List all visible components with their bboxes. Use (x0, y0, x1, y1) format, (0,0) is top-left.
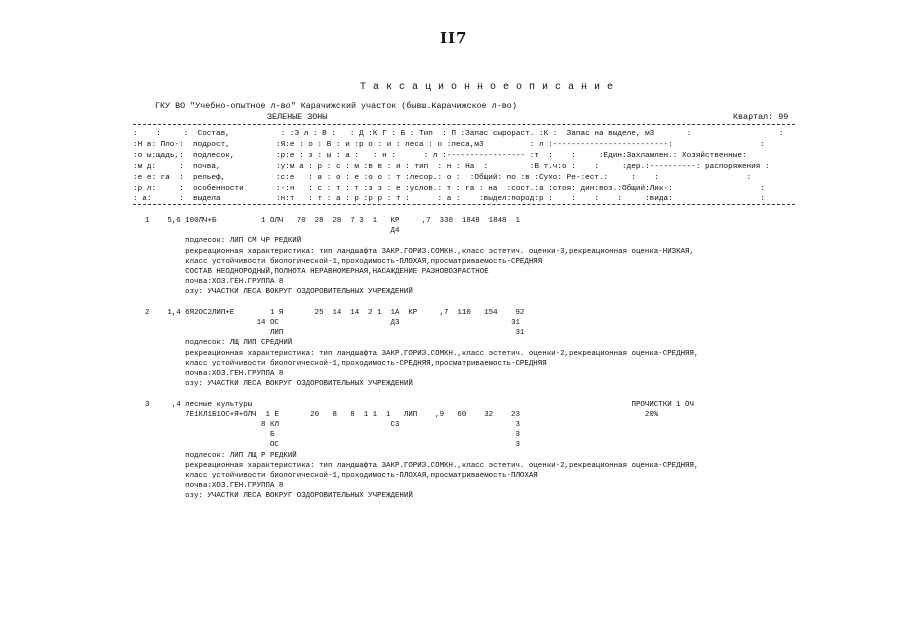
table-body-line: 1 5,6 100ЛЧ+Б 1 ОЛЧ 70 28 28 7 3 1 КР ,7 330 1848 1848 1 (145, 217, 520, 225)
header-top-rule (133, 124, 795, 125)
table-body (145, 216, 800, 502)
organization-line: ГКУ ВО "Учебно-опытное л-во" Карачижский участок (бывш.Карачижское л-во) (155, 101, 517, 111)
table-body-line: подлесок: ЛИП ЛЩ Р РЕДКИЙ (145, 451, 297, 460)
table-body-line: озу: УЧАСТКИ ЛЕСА ВОКРУГ ОЗДОРОВИТЕЛЬНЫХ УЧРЕЖДЕНИЙ (145, 380, 413, 389)
table-body-line: 7Е1КЛ1Б1ОС+Я+ОЛЧ 1 Е 20 8 8 1 1 1 ЛИП ,9 60 32 23 20% (145, 410, 659, 419)
table-header-line: : : : Состав, : :Э л : В : : Д :К Г : Б : Тип : П :Запас сырораст. :К : Запас на выделе, м3 : : (133, 130, 784, 138)
table-body-line: Д4 (145, 227, 400, 236)
table-header-line: :р л: : особенности :-:н : с : т : т :з з : е :услов.: т : га : на :сост.:а :стоя: дин:воз.:Общий:Лик-: : (133, 184, 766, 193)
quarter-label: Квартал: 99 (733, 112, 789, 122)
table-body-line: 3 ,4 лесные культуры ПРОЧИСТКИ 1 ОЧ (145, 400, 694, 409)
document-title: Т а к с а ц и о н н о е о п и с а н и е (360, 82, 614, 93)
table-body-line: Б 3 (145, 431, 520, 440)
zone-label: ЗЕЛЕНЫЕ ЗОНЫ (267, 112, 328, 122)
table-body-line: подлесок: ЛИП СМ ЧР РЕДКИЙ (145, 237, 302, 246)
table-body-line: почва:ХОЗ.ГЕН.ГРУППА 8 (145, 278, 284, 287)
table-header-line: :м д: : почва, :у:м а : р : с : м :в в : и : тип : н : На : :В т.ч:о : : :дер.:----------: распоряжения : (133, 162, 770, 171)
table-body-line: озу: УЧАСТКИ ЛЕСА ВОКРУГ ОЗДОРОВИТЕЛЬНЫХ УЧРЕЖДЕНИЙ (145, 288, 413, 297)
table-header-line: :о ы:щадь,: подлесок, :р:е : з : ы : а : : н : : л :----------------- :т : : :Един:Захламлен.: Хозяйственные: (133, 151, 747, 160)
table-header-line: : а: : выдела :н:т : т : а : р :р р : т : : а : :выдел:пород:р : : : : :вида: : (133, 195, 766, 204)
table-body-line: рекреационная характеристика: тип ландшафта ЗАКР.ГОРИЗ.СОМКН.,класс эстетич. оценки-2,рекреационная оценка-СРЕДНЯЯ, (145, 461, 699, 470)
table-body-line (145, 298, 800, 308)
table-header (133, 129, 798, 205)
table-body-line: ОС 3 (145, 441, 520, 450)
table-body-line: СОСТАВ НЕОДНОРОДНЫЙ,ПОЛНОТА НЕРАВНОМЕРНАЯ,НАСАЖДЕНИЕ РАЗНОВОЗРАСТНОЕ (145, 268, 489, 277)
table-body-line: рекреационная характеристика: тип ландшафта ЗАКР.ГОРИЗ.СОМКН.,класс эстетич. оценки-3,рекреационная оценка-НИЗКАЯ, (145, 247, 694, 256)
table-header-line: :е е: га : рельеф, :с:е : а : о : е :о о : т :лесор.: о : :Общий: по :в :Сухо: Ре-:ест.: : : : (133, 173, 752, 182)
table-body-line: почва:ХОЗ.ГЕН.ГРУППА 8 (145, 370, 284, 379)
table-body-line: рекреационная характеристика: тип ландшафта ЗАКР.ГОРИЗ.СОМКН.,класс эстетич. оценки-2,рекреационная оценка-СРЕДНЯЯ, (145, 349, 699, 358)
table-body-line: подлесок: ЛЩ ЛИП СРЕДНИЙ (145, 339, 293, 348)
table-body-line: класс устойчивости биологической-1,проходимость-ПЛОХАЯ,просматриваемость-ПЛОХАЯ (145, 472, 538, 481)
table-body-line: озу: УЧАСТКИ ЛЕСА ВОКРУГ ОЗДОРОВИТЕЛЬНЫХ УЧРЕЖДЕНИЙ (145, 492, 413, 501)
table-body-line: 2 1,4 6Я2ОС2ЛИП+Е 1 Я 25 14 14 2 1 1А КР ,7 110 154 92 (145, 308, 525, 317)
table-body-line: 14 ОС Д3 31 (145, 319, 520, 328)
table-body-line: 8 КЛ С3 3 (145, 421, 520, 430)
table-body-line: ЛИП 31 (145, 329, 525, 338)
table-body-line: класс устойчивости биологической-1,проходимость-ПЛОХАЯ,просматриваемость-СРЕДНЯЯ (145, 257, 543, 266)
table-header-line: :Н в: Пло-: подрост, :Я:е : о : В : и :р о : и : леса : о :леса,м3 : л :-------------------------: : (133, 140, 766, 149)
header-bottom-rule (133, 204, 795, 205)
table-body-line (145, 389, 800, 399)
table-body-line: почва:ХОЗ.ГЕН.ГРУППА 8 (145, 482, 284, 491)
table-body-line: класс устойчивости биологической-1,проходимость-СРЕДНЯЯ,просматриваемость-СРЕДНЯЯ (145, 359, 547, 368)
page-number: II7 (440, 29, 468, 47)
